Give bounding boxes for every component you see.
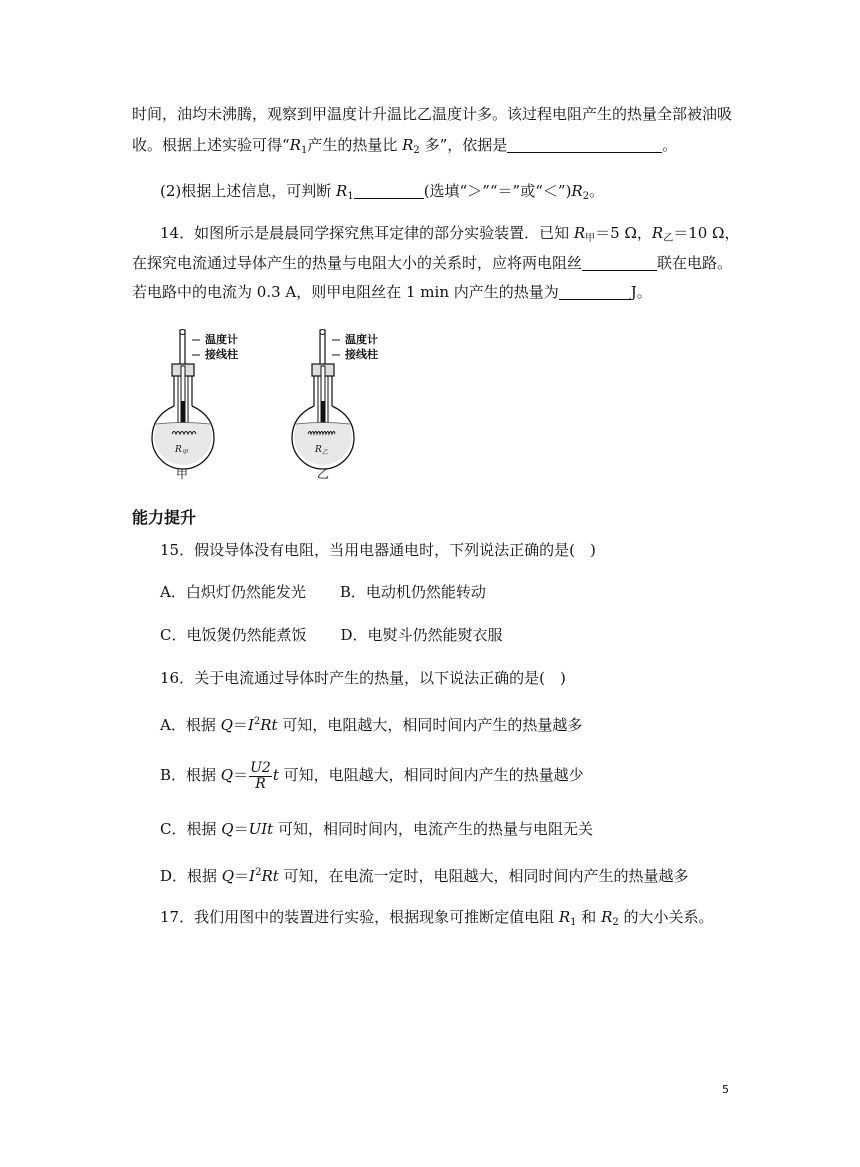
q16-text: 可知，在电流一定时，电阻越大，相同时间内产生的热量越多: [278, 867, 689, 885]
r1-subscript: 1: [570, 917, 577, 928]
q16-option-c[interactable]: [160, 818, 593, 840]
section-heading: 能力提升: [132, 508, 197, 527]
q16-text: 可知，相同时间内，电流产生的热量与电阻无关: [273, 820, 593, 838]
q13-part-2: [160, 180, 604, 208]
q15-stem: [160, 539, 596, 561]
q17-stem: [160, 906, 714, 934]
r-yi-label: $R_乙$: [315, 445, 328, 456]
superscript: 2: [253, 716, 261, 727]
q13-line-1: [132, 103, 732, 125]
r2-symbol: R: [601, 908, 613, 926]
q17-text: 和: [576, 908, 602, 926]
r1-subscript: 1: [300, 145, 308, 156]
q13-text: 多”，依据是: [419, 136, 508, 154]
caption-yi: 乙: [317, 467, 330, 481]
q-symbol: Q: [221, 820, 234, 838]
equals-sign: ＝: [234, 867, 250, 885]
answer-blank[interactable]: [354, 182, 424, 199]
page-number: 5: [722, 1083, 729, 1096]
label-thermometer-yi: 温度计: [345, 333, 378, 346]
q16-stem: [160, 667, 566, 689]
q13-text: 收。根据上述实验可得“: [132, 136, 290, 154]
q14-text: 14．如图所示是晨晨同学探究焦耳定律的部分实验装置．已知: [160, 224, 574, 242]
r-yi-symbol: R: [651, 224, 664, 242]
r1-symbol: R: [558, 908, 571, 926]
q16-option-b[interactable]: [160, 760, 584, 792]
q13-text: 时间，油均未沸腾，观察到甲温度计升温比乙温度计多。该过程电阻产生的热量全部被油吸: [132, 105, 733, 123]
q13-text: 产生的热量比: [307, 136, 403, 154]
q13-text: 。: [589, 182, 605, 200]
q15-option-c[interactable]: C．电饭煲仍然能煮饭: [160, 626, 307, 644]
caption-jia: 甲: [176, 467, 189, 481]
q14-line-2: [132, 252, 732, 274]
q14-line-3: [132, 281, 652, 303]
r-jia-symbol: R: [573, 224, 586, 242]
answer-blank[interactable]: [559, 283, 631, 300]
fraction-denominator: R: [255, 775, 266, 792]
fraction: [249, 761, 272, 792]
i-symbol: I: [247, 716, 254, 734]
i-symbol: I: [249, 867, 256, 885]
q16-text: A．根据: [160, 716, 221, 734]
q14-text: ＝10 Ω，: [673, 224, 740, 242]
q16-option-d[interactable]: [160, 862, 689, 887]
r-yi-subscript: 乙: [663, 233, 674, 244]
q17-text: 17．我们用图中的装置进行实验，根据现象可推断定值电阻: [160, 908, 559, 926]
rt-symbol: Rt: [260, 716, 278, 734]
r-jia-subscript: 甲: [585, 233, 596, 244]
q-symbol: Q: [221, 867, 235, 885]
answer-blank[interactable]: [507, 136, 662, 153]
q-symbol: Q: [220, 716, 233, 734]
q13-text: 。: [662, 136, 678, 154]
label-terminal-yi: 接线柱: [345, 348, 378, 361]
q16-text: 可知，电阻越大，相同时间内产生的热量越少: [278, 766, 584, 784]
q16-text: C．根据: [160, 820, 222, 838]
equals-sign: ＝: [233, 766, 249, 784]
r2-symbol: R: [402, 136, 414, 154]
r2-subscript: 2: [612, 917, 619, 928]
r-jia-label: $R_甲$: [175, 445, 188, 456]
q16-option-a[interactable]: [160, 711, 582, 736]
r2-subscript: 2: [413, 145, 420, 156]
q13-text: (2)根据上述信息，可判断: [160, 182, 337, 200]
q14-text: 在探究电流通过导体产生的热量与电阻大小的关系时，应将两电阻丝: [132, 254, 583, 272]
q16-text: D．根据: [160, 867, 222, 885]
r2-subscript: 2: [582, 191, 590, 202]
q15-option-d[interactable]: D．电熨斗仍然能熨衣服: [340, 626, 503, 644]
q14-line-1: [160, 222, 740, 250]
q14-text: ＝5 Ω，: [595, 224, 652, 242]
fraction-numerator: U2: [250, 759, 271, 776]
q15-text: 15．假设导体没有电阻，当用电器通电时，下列说法正确的是( ): [160, 541, 596, 559]
rt-symbol: Rt: [261, 867, 279, 885]
q-symbol: Q: [220, 766, 234, 784]
q16-text: B．根据: [160, 766, 221, 784]
label-thermometer-jia: 温度计: [205, 333, 238, 346]
q13-text: (选填“＞”“＝”或“＜”): [423, 182, 572, 200]
joule-law-apparatus-figure: [150, 326, 400, 486]
superscript: 2: [255, 867, 262, 878]
q15-option-b[interactable]: B．电动机仍然能转动: [339, 583, 486, 601]
r1-symbol: R: [336, 182, 348, 200]
q14-text: J。: [630, 283, 652, 301]
q16-text: 可知，电阻越大，相同时间内产生的热量越多: [277, 716, 583, 734]
q14-text: 联在电路。: [657, 254, 733, 272]
q15-options-cd: [160, 624, 503, 646]
label-terminal-jia: 接线柱: [205, 348, 238, 361]
equals-sign: ＝: [233, 820, 249, 838]
uit-symbol: UIt: [248, 820, 274, 838]
answer-blank[interactable]: [582, 254, 657, 271]
t-symbol: t: [272, 766, 279, 784]
q15-option-a[interactable]: A．白炽灯仍然能发光: [160, 583, 306, 601]
q13-line-2: [132, 134, 677, 162]
q17-text: 的大小关系。: [618, 908, 714, 926]
equals-sign: ＝: [232, 716, 248, 734]
r1-symbol: R: [289, 136, 301, 154]
q16-text: 16．关于电流通过导体时产生的热量，以下说法正确的是( ): [160, 669, 566, 687]
r1-subscript: 1: [347, 191, 354, 202]
q14-text: 若电路中的电流为 0.3 A，则甲电阻丝在 1 min 内产生的热量为: [132, 283, 559, 301]
q15-options-ab: [160, 581, 486, 603]
r2-symbol: R: [571, 182, 583, 200]
